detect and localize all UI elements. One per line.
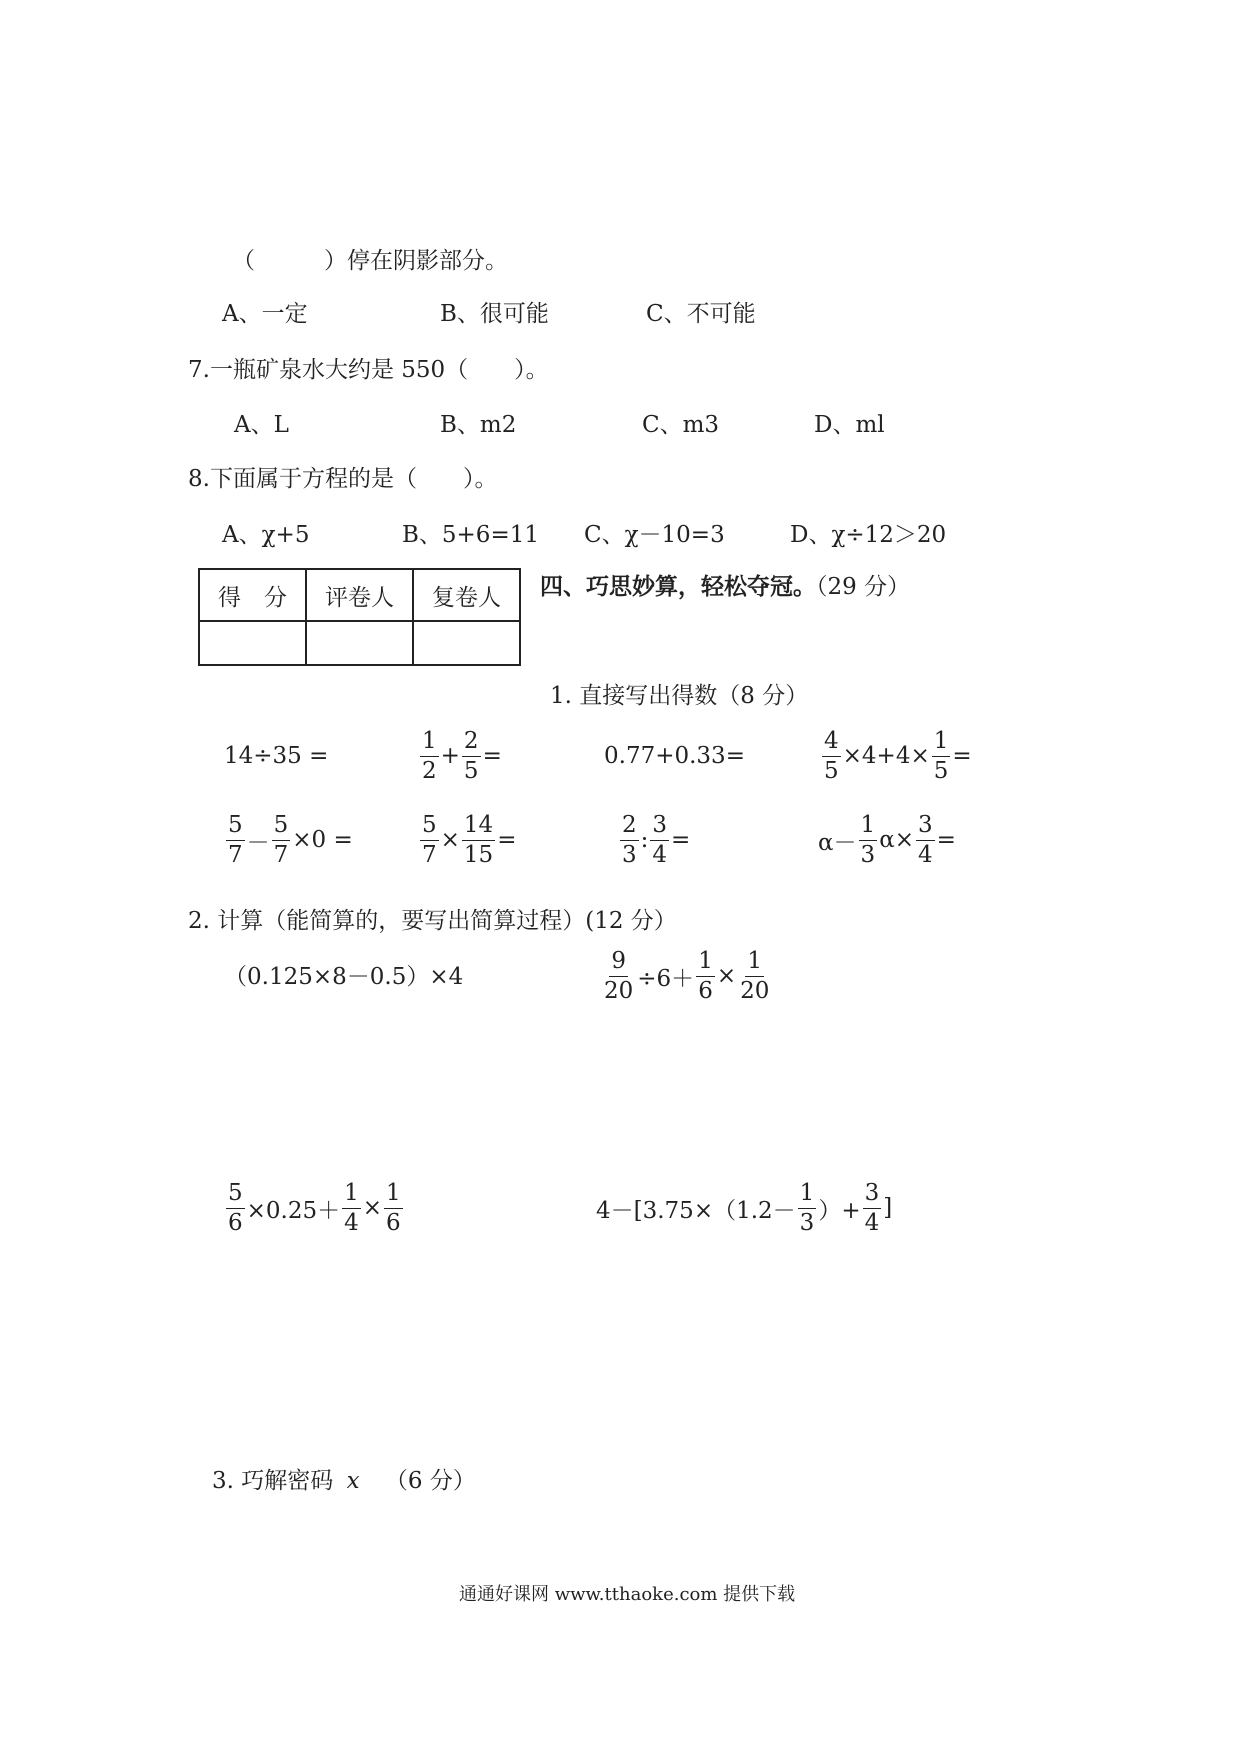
q8-option-d: D、χ÷12＞20 [790, 522, 947, 548]
fraction [859, 811, 878, 868]
middle-term: ×4+4× [842, 743, 930, 769]
denominator: 6 [228, 1209, 243, 1236]
operator: － [246, 829, 270, 856]
denominator: 4 [344, 1209, 359, 1236]
part-3-title-line [212, 1466, 476, 1496]
numerator: 9 [609, 950, 628, 977]
q8-option-a: A、χ+5 [222, 522, 310, 548]
numerator: 1 [420, 730, 439, 757]
denominator: 3 [860, 841, 876, 868]
q7-stem: 7.一瓶矿泉水大约是 550（ ）。 [188, 357, 549, 383]
p2-c1 [224, 950, 463, 998]
denominator: 4 [652, 841, 668, 868]
fraction [863, 1179, 882, 1236]
fraction [620, 811, 639, 868]
part-3-points: （6 分） [384, 1468, 476, 1494]
numerator: 1 [745, 950, 764, 977]
score-header-score: 得 分 [199, 569, 306, 621]
fraction [822, 727, 841, 784]
fraction [420, 727, 439, 784]
fraction [462, 727, 481, 784]
tail: ×0 = [292, 827, 353, 853]
numerator: 5 [226, 814, 245, 841]
numerator: 2 [620, 814, 639, 841]
middle-term: ×0.25＋ [246, 1197, 341, 1224]
p1-r2-e4 [818, 806, 956, 874]
p1-r1-e4 [820, 722, 972, 790]
q6-option-c: C、不可能 [646, 301, 756, 327]
numerator: 1 [859, 814, 878, 841]
score-cell-grader[interactable] [306, 621, 413, 665]
numerator: 2 [462, 730, 481, 757]
denominator: 20 [604, 977, 634, 1004]
fraction [798, 1179, 817, 1236]
fraction [696, 947, 715, 1004]
denominator: 7 [228, 841, 243, 868]
denominator: 3 [799, 1209, 815, 1236]
equals: = [952, 743, 972, 769]
denominator: 5 [933, 757, 949, 784]
p2-c3 [224, 1174, 405, 1242]
numerator: 3 [650, 814, 669, 841]
fraction [342, 1179, 361, 1236]
denominator: 6 [386, 1209, 401, 1236]
numerator: 1 [384, 1182, 403, 1209]
tail: ] [883, 1195, 893, 1221]
q6-stem: （ ）停在阴影部分。 [232, 248, 508, 274]
numerator: 1 [342, 1182, 361, 1209]
fraction [384, 1179, 403, 1236]
p1-r1-e1-text: 14÷35 = [224, 743, 329, 769]
numerator: 1 [932, 730, 951, 757]
section-4-points: （29 分） [816, 574, 911, 600]
equals: = [671, 827, 691, 853]
part-2-title: 2. 计算（能简算的，要写出简算过程）(12 分） [188, 908, 677, 934]
q8-option-c: C、χ－10=3 [584, 522, 725, 548]
numerator: 4 [822, 730, 841, 757]
denominator: 20 [740, 977, 770, 1004]
fraction [226, 1179, 245, 1236]
operator: × [440, 827, 460, 853]
page-footer: 通通好课网 www.tthaoke.com 提供下载 [459, 1584, 796, 1605]
numerator: 3 [863, 1182, 882, 1209]
part-3-title: 3. 巧解密码 [212, 1468, 334, 1494]
q8-option-b: B、5+6=11 [402, 522, 539, 548]
denominator: 7 [422, 841, 437, 868]
middle-term: ）+ [818, 1197, 861, 1224]
operator: × [716, 963, 737, 989]
denominator: 3 [622, 841, 637, 868]
numerator: 5 [420, 814, 439, 841]
p2-c4 [596, 1174, 892, 1242]
numerator: 1 [696, 950, 715, 977]
q7-option-c: C、m3 [642, 412, 720, 438]
denominator: 4 [918, 841, 933, 868]
fraction [738, 947, 771, 1004]
part-3-variable: x [346, 1468, 360, 1494]
prefix: α－ [818, 829, 857, 856]
fraction [420, 811, 439, 868]
score-cell-score[interactable] [199, 621, 306, 665]
operator: : [640, 827, 649, 853]
middle-term: α× [879, 827, 914, 853]
denominator: 6 [698, 977, 713, 1004]
fraction [916, 811, 935, 868]
q7-option-d: D、ml [814, 412, 885, 438]
prefix: 4－[3.75×（1.2－ [596, 1197, 796, 1224]
fraction [650, 811, 669, 868]
numerator: 5 [226, 1182, 245, 1209]
p1-r1-e3 [604, 732, 745, 780]
fraction [226, 811, 245, 868]
equals: = [936, 827, 956, 853]
equals: = [482, 743, 502, 769]
numerator: 3 [916, 814, 935, 841]
p1-r2-e3 [618, 806, 690, 874]
denominator: 5 [463, 757, 479, 784]
part-1-title: 1. 直接写出得数（8 分） [550, 683, 809, 709]
numerator: 1 [798, 1182, 817, 1209]
numerator: 14 [462, 814, 495, 841]
section-4-heading [540, 572, 910, 602]
equals: = [497, 827, 517, 853]
p1-r1-e2 [418, 722, 502, 790]
fraction [932, 727, 951, 784]
score-cell-reviewer[interactable] [413, 621, 520, 665]
fraction [602, 947, 635, 1004]
numerator: 5 [272, 814, 291, 841]
score-table [198, 568, 521, 666]
p1-r2-e1 [224, 806, 353, 874]
q7-option-b: B、m2 [440, 412, 517, 438]
q6-option-b: B、很可能 [440, 301, 549, 327]
operator: × [362, 1195, 383, 1221]
p2-c2 [600, 942, 773, 1010]
q8-stem: 8.下面属于方程的是（ ）。 [188, 466, 498, 492]
operator: + [440, 743, 460, 769]
p1-r1-e1 [224, 732, 328, 780]
p1-r1-e3-text: 0.77+0.33= [604, 743, 745, 769]
denominator: 7 [273, 841, 289, 868]
denominator: 4 [864, 1209, 880, 1236]
section-4-title: 四、巧思妙算，轻松夺冠。 [540, 573, 816, 600]
p1-r2-e2 [418, 806, 516, 874]
fraction [462, 811, 495, 868]
p2-c1-text: （0.125×8－0.5）×4 [224, 963, 464, 990]
denominator: 5 [824, 757, 839, 784]
score-header-reviewer: 复卷人 [413, 569, 520, 621]
q6-option-a: A、一定 [222, 301, 308, 327]
denominator: 2 [422, 757, 437, 784]
fraction [272, 811, 291, 868]
denominator: 15 [463, 841, 494, 868]
middle-term: ÷6＋ [637, 965, 695, 992]
q7-option-a: A、L [234, 412, 289, 438]
score-header-grader: 评卷人 [306, 569, 413, 621]
